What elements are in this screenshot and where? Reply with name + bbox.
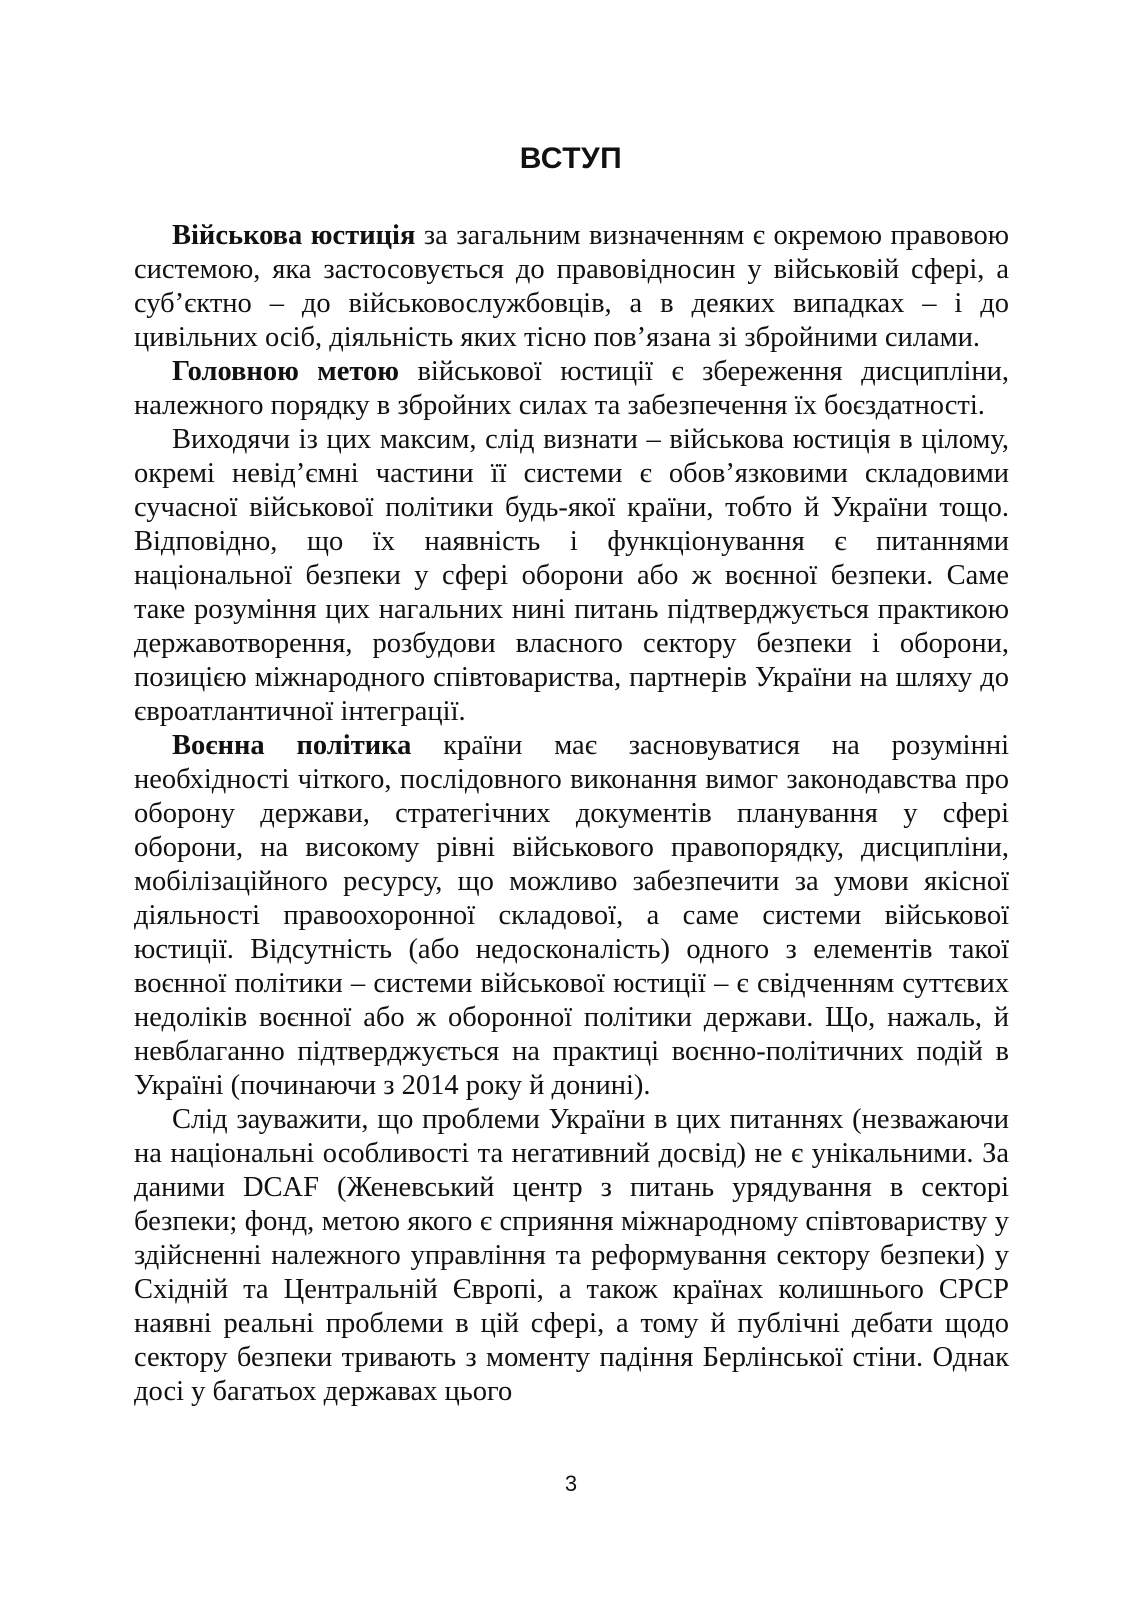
- term-main-goal: Головною метою: [172, 356, 400, 387]
- paragraph-military-justice: [134, 219, 1009, 355]
- body-text: [134, 219, 1009, 1409]
- paragraph-text: Слід зауважити, що проблеми України в цих питаннях (незважаючи на національні особливості та негативний досвід) не є унікальними. За даними DCAF (Женевський центр з питань урядування в секторі безпеки; фонд, метою якого є сприяння міжнародному співтовариству у здійсненні належного управління та реформування сектору безпеки) у Східній та Центральній Європі, а також країнах колишнього СРСР наявні реальні проблеми в цій сфері, а тому й публічні дебати щодо сектору безпеки тривають з моменту падіння Берлінської стіни. Однак досі у багатьох державах цього: [134, 1104, 1009, 1407]
- paragraph-main-goal: [134, 355, 1009, 423]
- paragraph-military-policy: [134, 729, 1009, 1103]
- paragraph-maxims: [134, 423, 1009, 729]
- paragraph-text: за загальним визначенням є окремою правовою системою, яка застосовується до правовідносин у військовій сфері, а суб’єктно – до військовослужбовців, а в деяких випадках – і до цивільних осіб, діяльність яких тісно пов’язана зі збройними силами.: [134, 220, 1009, 353]
- page-number: 3: [564, 1471, 578, 1496]
- paragraph-text: військової юстиції є збереження дисципліни, належного порядку в збройних силах та забезпечення їх боєздатності.: [134, 356, 1009, 421]
- paragraph-dcaf: [134, 1103, 1009, 1409]
- section-heading: ВСТУП: [519, 142, 623, 175]
- term-military-justice: Військова юстиція: [172, 220, 416, 251]
- term-military-policy: Воєнна політика: [172, 730, 412, 761]
- paragraph-text: країни має засновуватися на розумінні необхідності чіткого, послідовного виконання вимог законодавства про оборону держави, стратегічних документів планування у сфері оборони, на високому рівні військового правопорядку, дисципліни, мобілізаційного ресурсу, що можливо забезпечити за умови якісної діяльності правоохоронної складової, а саме системи військової юстиції. Відсутність (або недосконалість) одного з елементів такої воєнної політики – системи військової юстиції – є свідченням суттєвих недоліків воєнної або ж оборонної політики держави. Що, нажаль, й невблаганно підтверджується на практиці воєнно-політичних подій в Україні (починаючи з 2014 року й донині).: [134, 730, 1010, 1101]
- paragraph-text: Виходячи із цих максим, слід визнати – військова юстиція в цілому, окремі невід’ємні частини її системи є обов’язковими складовими сучасної військової політики будь-якої країни, тобто й України тощо. Відповідно, що їх наявність і функціонування є питаннями національної безпеки у сфері оборони або ж воєнної безпеки. Саме таке розуміння цих нагальних нині питань підтверджується практикою державотворення, розбудови власного сектору безпеки і оборони, позицією міжнародного співтовариства, партнерів України на шляху до євроатлантичної інтеграції.: [134, 424, 1009, 727]
